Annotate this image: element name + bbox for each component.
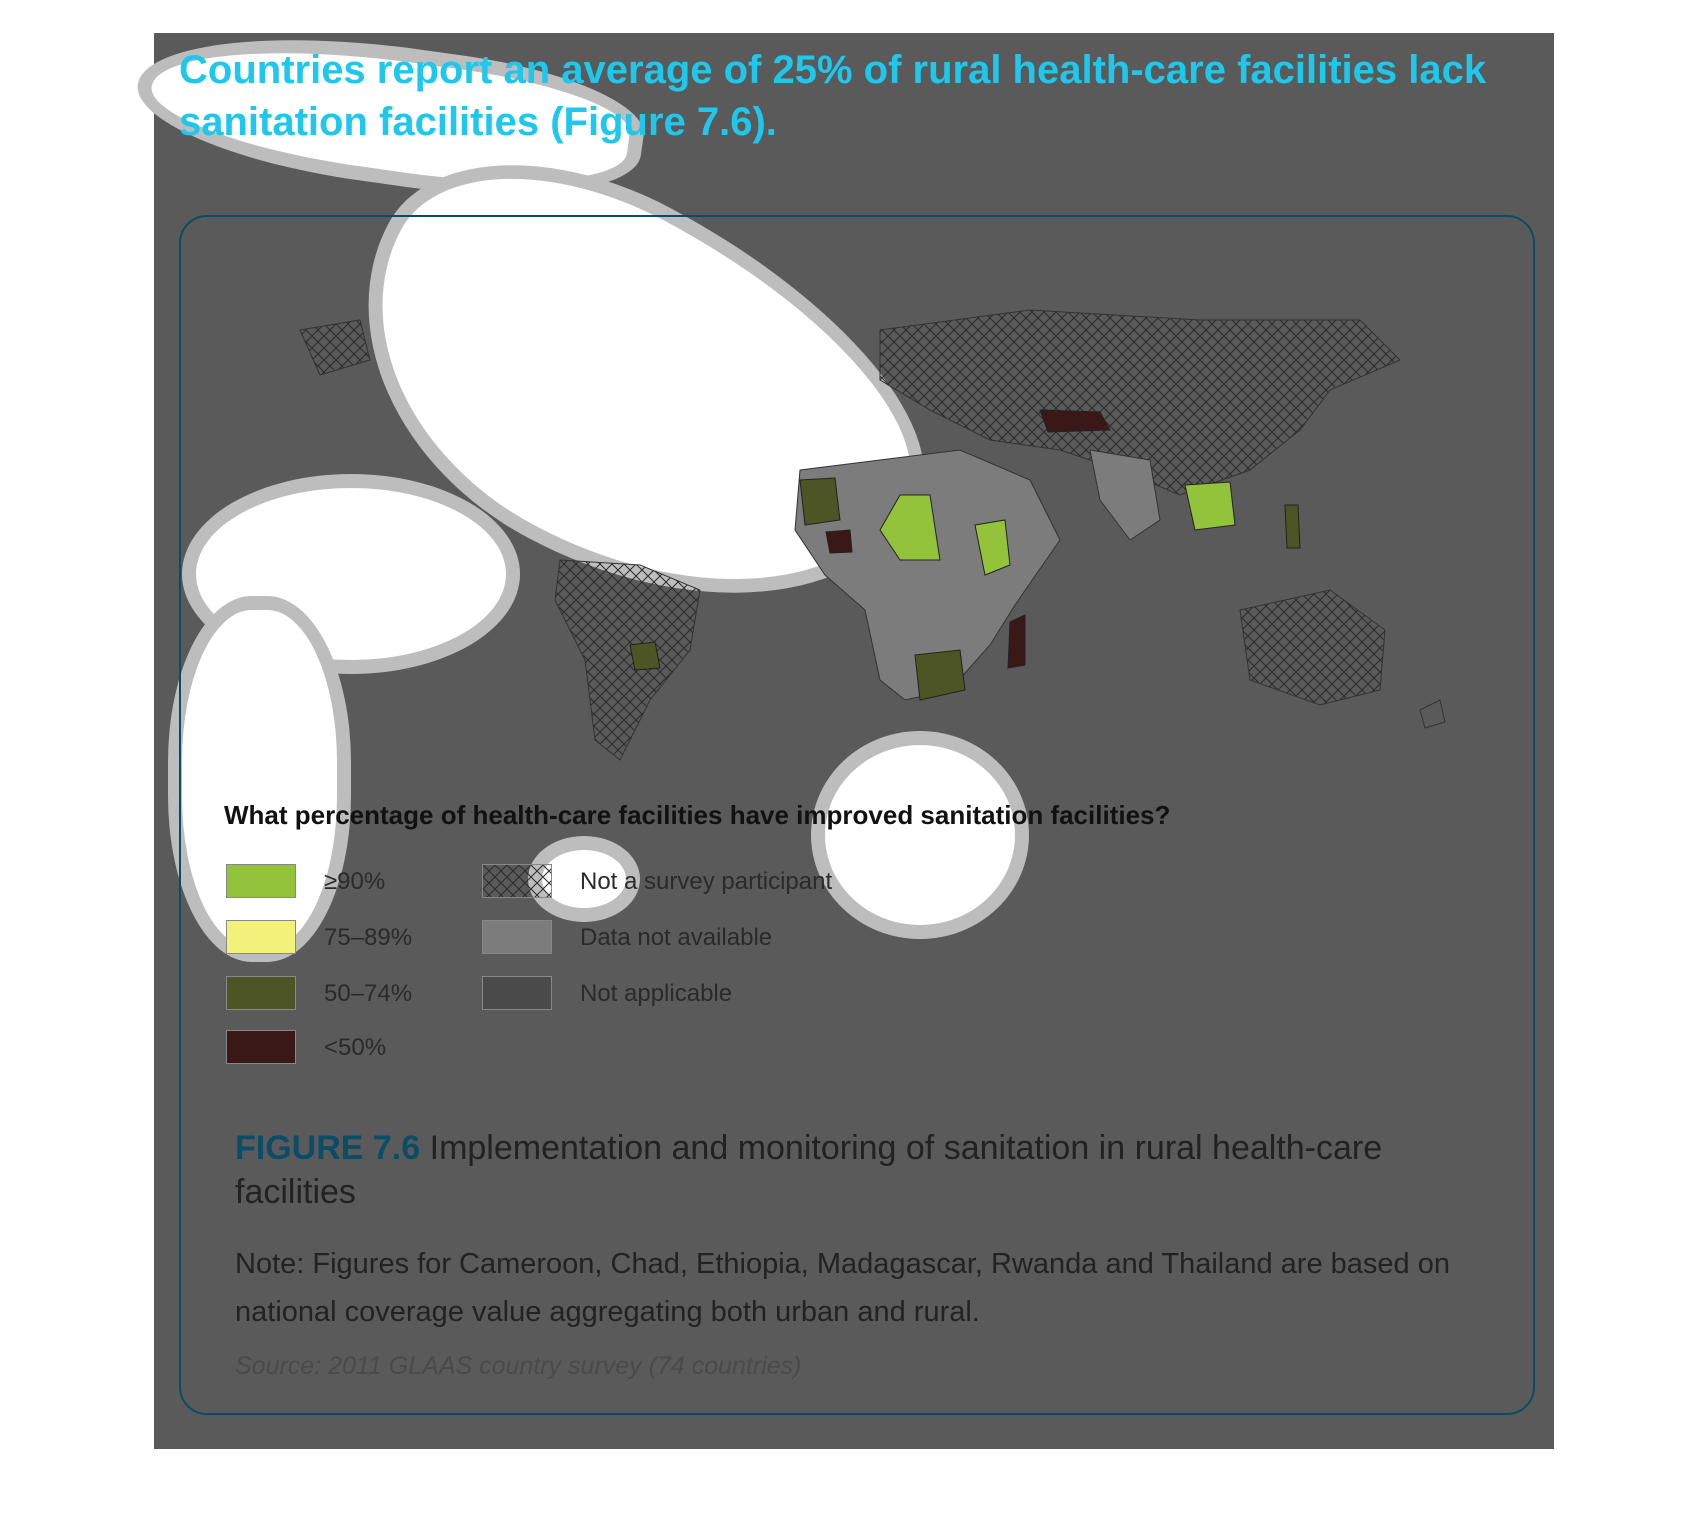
figure-source: Source: 2011 GLAAS country survey (74 countries) <box>235 1352 802 1380</box>
legend-swatch <box>226 864 296 898</box>
legend-swatch <box>226 920 296 954</box>
legend-label: <50% <box>324 1034 387 1061</box>
country-paraguay <box>630 642 660 670</box>
country-uzbekistan <box>1040 410 1110 432</box>
legend-label: Data not available <box>580 924 773 951</box>
region-south-asia <box>1090 450 1160 540</box>
region-greenland <box>300 320 370 375</box>
headline: Countries report an average of 25% of rural health-care facilities lack sanitation facilities (Figure 7.6). <box>179 48 1487 144</box>
country-thailand <box>1185 482 1235 530</box>
legend-label: 75–89% <box>324 924 413 951</box>
country-new-zealand <box>1420 700 1445 728</box>
figure-title: Implementation and monitoring of sanitation in rural health-care facilities <box>235 1129 1383 1211</box>
continent-south-america <box>555 560 700 760</box>
country-madagascar <box>1008 615 1025 668</box>
country-philippines <box>1285 505 1300 548</box>
figure-number: FIGURE 7.6 <box>235 1129 421 1167</box>
country-west-africa <box>800 478 840 525</box>
legend-label: Not applicable <box>580 980 733 1007</box>
legend-swatch <box>482 976 552 1010</box>
legend-label: ≥90% <box>324 868 386 895</box>
legend-swatch <box>226 976 296 1010</box>
continent-australia <box>1240 590 1385 705</box>
figure-caption <box>235 1126 1495 1214</box>
country-ghana <box>826 530 852 553</box>
legend-swatch <box>226 1030 296 1064</box>
legend-swatch-hatched <box>482 864 552 898</box>
legend-label: Not a survey participant <box>580 868 833 895</box>
legend-title: What percentage of health-care facilities have improved sanitation facilities? <box>224 800 1171 830</box>
legend-label: 50–74% <box>324 980 413 1007</box>
country-south-africa <box>915 650 965 700</box>
legend-swatch <box>482 920 552 954</box>
figure-note: Note: Figures for Cameroon, Chad, Ethiopia, Madagascar, Rwanda and Thailand are based on national coverage value aggregating both urban and rural. <box>235 1248 1450 1328</box>
